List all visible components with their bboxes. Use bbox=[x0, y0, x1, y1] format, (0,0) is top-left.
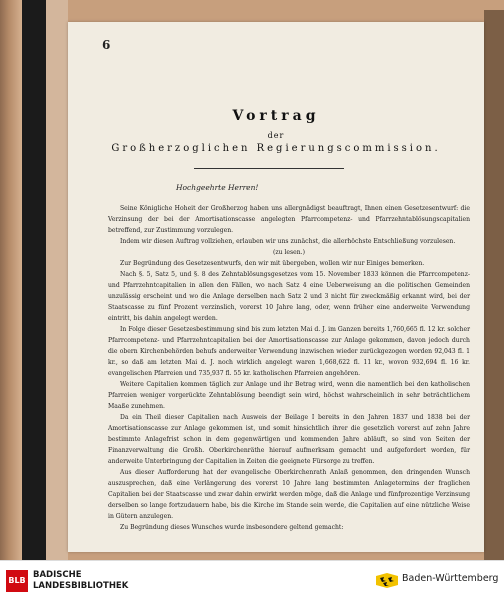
document-body bbox=[108, 178, 470, 533]
library-name-line1: BADISCHE bbox=[33, 570, 82, 580]
paragraph: Weitere Capitalien kommen täglich zur Anlage und ihr Betrag wird, wenn die namentlich bei den katholischen Pfarreien weniger vorgerückte Zehntablösung beendigt sein wird, höchst wahrscheinlich in sehr beträchtlichem Maaße zunehmen. bbox=[108, 381, 470, 410]
paragraph: Seine Königliche Hoheit der Großherzog haben uns allergnädigst beauftragt, Ihnen einen Gesetzesentwurf: die Verzinsung der bei der Amortisationscasse angelegten Pfarrcompetenz- und Pfarrzehntablösungscapitalien betreffend, zur Zustimmung vorzulegen. bbox=[108, 205, 470, 234]
footer-bar bbox=[0, 560, 504, 599]
paragraph: Aus dieser Aufforderung hat der evangelische Oberkirchenrath Anlaß genommen, den dringenden Wunsch auszusprechen, daß eine Verlängerung des vorerst 10 Jahre lang bestimmten Anlagetermins der fraglichen Capitalien bei der Staatscasse und zwar dahin erwirkt werden möge, daß die Anlage und fünfprozentige Verzinsung derselben so lange fortzudauern habe, bis die Kirche im Stande sein werde, die Capitalien auf eine nützliche Weise in Gütern anzulegen. bbox=[108, 469, 470, 520]
paragraph: In Folge dieser Gesetzesbestimmung sind bis zum letzten Mai d. J. im Ganzen bereits 1,760,665 fl. 12 kr. solcher Pfarrcompetenz- und Pfarrzehntcapitalien bei der Amortisationscasse zur Anlage gekommen, davon jedoch durch die obern Kirchenbehörden behufs anderweiter Verwendung inzwischen wieder zurückgezogen worden 92,043 fl. 1 kr., so daß am letzten Mai d. J. noch wirklich angelegt waren 1,668,622 fl. 11 kr., wovon 932,694 fl. 16 kr. evangelischen Pfarreien und 735,937 fl. 55 kr. katholischen Pfarreien angehören. bbox=[108, 326, 470, 377]
paragraph: Indem wir diesen Auftrag vollziehen, erlauben wir uns zunächst, die allerhöchste Entschließung vorzulesen. bbox=[120, 238, 456, 245]
library-name-line2: LANDESBIBLIOTHEK bbox=[33, 581, 129, 591]
book-edge bbox=[0, 0, 22, 560]
salutation: Hochgeehrte Herren! bbox=[176, 183, 259, 192]
paragraph: Zu Begründung dieses Wunsches wurde insbesondere geltend gemacht: bbox=[120, 524, 344, 531]
state-name[interactable]: Baden-Württemberg bbox=[402, 573, 499, 584]
paragraph: Nach §. 5, Satz 5, und §. 8 des Zehntablösungsgesetzes vom 15. November 1833 können die Pfarrcompetenz- und Pfarrzehntcapitalien in allen den Fällen, wo nach Satz 4 eine Ueberweisung an die politischen Gemeinden unzulässig erscheint und wo die Anlage derselben nach Satz 2 und 3 nicht für zweckmäßig erkannt wird, bei der Staatscasse zu fünf Prozent verzinslich, vorerst 10 Jahre lang, oder, wenn früher eine anderweite Verwendung eintritt, bis dahin angelegt werden. bbox=[108, 271, 470, 322]
document-page bbox=[68, 22, 484, 552]
state-crest-icon bbox=[376, 573, 398, 588]
binding-band bbox=[22, 0, 46, 560]
title-rule bbox=[194, 168, 344, 169]
document-institution: Großherzoglichen Regierungscommission. bbox=[111, 143, 441, 154]
paragraph: (zu lesen.) bbox=[273, 249, 305, 256]
binding-strip bbox=[46, 0, 68, 560]
library-name[interactable] bbox=[33, 570, 128, 592]
document-title: Vortrag bbox=[232, 108, 320, 124]
document-subtitle: der bbox=[267, 131, 285, 140]
paragraph: Zur Begründung des Gesetzesentwurfs, den wir mit übergeben, wollen wir nur Einiges bemerken. bbox=[120, 260, 425, 267]
paragraph: Da ein Theil dieser Capitalien nach Ausweis der Beilage I bereits in den Jahren 1837 und 1838 bei der Amortisationscasse zur Anlage gekommen ist, und somit hinsichtlich ihrer die gesetzlich vorerst auf zehn Jahre bestimmte Anlagefrist schon in dem gegenwärtigen und kommenden Jahre abläuft, so sind von Seiten der Finanzverwaltung die Großh. Oberkirchenräthe hierauf aufmerksam gemacht und aufgefordert worden, für anderweite Unterbringung der Capitalien in Zeiten die geeignete Fürsorge zu treffen. bbox=[108, 414, 470, 465]
book-right-edge bbox=[484, 10, 504, 560]
blb-logo[interactable]: BLB bbox=[6, 570, 28, 592]
page-number: 6 bbox=[102, 38, 111, 52]
